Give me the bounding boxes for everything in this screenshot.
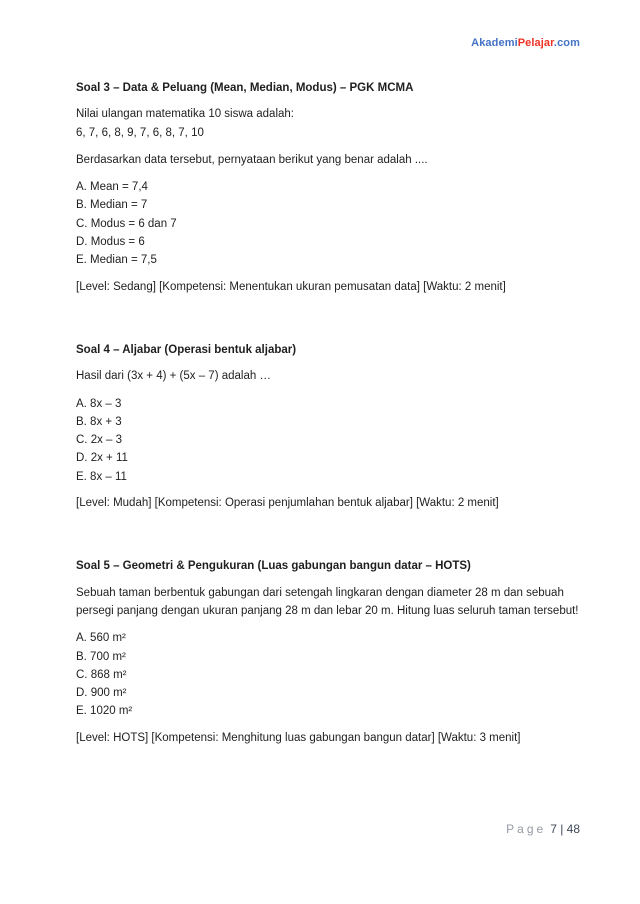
option-a: A. 560 m²: [76, 632, 126, 645]
brand-akademi: Akademi: [471, 37, 518, 49]
question-prompt: Sebuah taman berbentuk gabungan dari setengah lingkaran dengan diameter 28 m dan sebuah persegi panjang dengan ukuran panjang 28 m dan lebar 20 m. Hitung luas seluruh taman tersebut!: [76, 586, 579, 617]
option-a: A. 8x – 3: [76, 397, 122, 410]
option-c: C. 2x – 3: [76, 434, 123, 447]
question-prompt: Berdasarkan data tersebut, pernyataan berikut yang benar adalah ....: [76, 153, 428, 166]
question-meta: [Level: Sedang] [Kompetensi: Menentukan ukuran pemusatan data] [Waktu: 2 menit]: [76, 280, 506, 293]
question-intro: [76, 105, 582, 142]
brand-com: .com: [553, 37, 580, 49]
option-e: E. 8x – 11: [76, 470, 127, 483]
question-soal-4: [76, 341, 582, 512]
option-b: B. 8x + 3: [76, 415, 122, 428]
site-brand: [471, 37, 580, 49]
option-e: E. 1020 m²: [76, 705, 133, 718]
option-c: C. 868 m²: [76, 668, 127, 681]
intro-line-2: 6, 7, 6, 8, 9, 7, 6, 8, 7, 10: [76, 126, 204, 139]
brand-pelajar: Pelajar: [517, 37, 554, 49]
question-soal-5: [76, 557, 582, 747]
answer-options: [76, 395, 582, 486]
option-e: E. Median = 7,5: [76, 254, 157, 267]
page-footer: [506, 822, 580, 836]
answer-options: [76, 178, 582, 269]
option-d: D. Modus = 6: [76, 236, 145, 249]
question-title: Soal 4 – Aljabar (Operasi bentuk aljabar): [76, 343, 297, 356]
question-meta: [Level: Mudah] [Kompetensi: Operasi penjumlahan bentuk aljabar] [Waktu: 2 menit]: [76, 497, 499, 510]
footer-page-number: 7 | 48: [550, 822, 580, 836]
option-b: B. Median = 7: [76, 199, 148, 212]
option-c: C. Modus = 6 dan 7: [76, 217, 177, 230]
document-body: [76, 79, 582, 747]
question-title: Soal 3 – Data & Peluang (Mean, Median, Modus) – PGK MCMA: [76, 82, 414, 94]
question-soal-3: [76, 79, 582, 296]
question-prompt: Hasil dari (3x + 4) + (5x – 7) adalah …: [76, 370, 271, 383]
option-d: D. 900 m²: [76, 687, 127, 700]
intro-line-1: Nilai ulangan matematika 10 siswa adalah:: [76, 108, 294, 121]
question-title: Soal 5 – Geometri & Pengukuran (Luas gabungan bangun datar – HOTS): [76, 560, 471, 573]
option-d: D. 2x + 11: [76, 452, 128, 465]
option-b: B. 700 m²: [76, 650, 126, 663]
answer-options: [76, 629, 582, 720]
footer-page-label: Page: [506, 822, 547, 836]
option-a: A. Mean = 7,4: [76, 181, 148, 194]
question-meta: [Level: HOTS] [Kompetensi: Menghitung luas gabungan bangun datar] [Waktu: 3 menit]: [76, 731, 521, 744]
